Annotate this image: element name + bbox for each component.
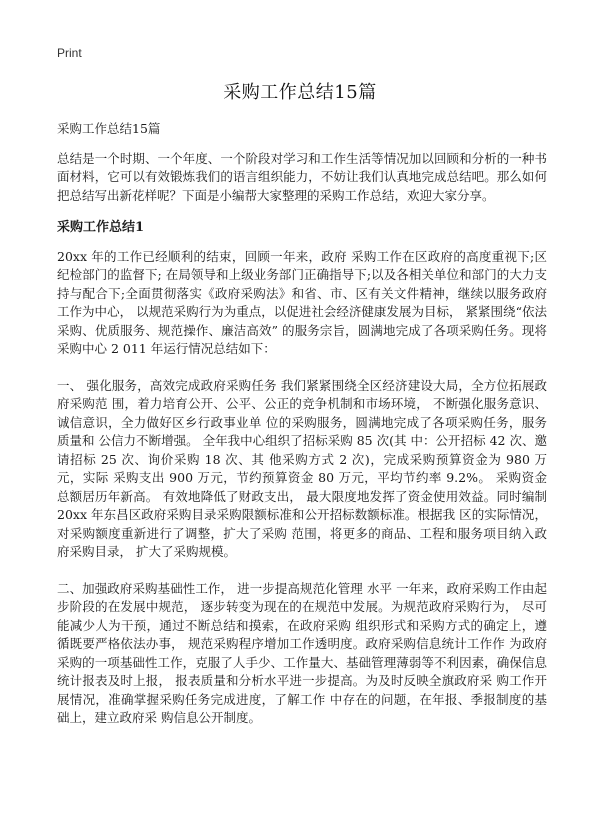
section-heading: 采购工作总结1 bbox=[57, 220, 145, 235]
print-label[interactable]: Print bbox=[57, 46, 82, 60]
body-paragraph-3: 二、加强政府采购基础性工作， 进一步提高规范化管理 水平 一年来，政府采购工作由起步阶段的在发展中规范， 逐步转变为现在的在规范中发展。为规范政府采购行为， 尽可能减少人为干预，通过不断总结和摸索，在政府采购 组织形式和采购方式的确定上，遵循既要严格依法办事， 规范采购程序增加工作透明度。政府采购信息统计工作作 为政府采购的一项基础性工作，克服了人手少、工作量大、基础管理薄弱等不利因素，确保信息统计报表及时上报， 报表质量和分析水平进一步提高。为及时反映全旗政府采 购工作开展情况，准确掌握采购任务完成进度，了解工作 中存在的问题，在年报、季报制度的基础上，建立政府采 购信息公开制度。 bbox=[57, 580, 547, 725]
document-body bbox=[57, 120, 547, 746]
body-paragraph-2: 一、 强化服务，高效完成政府采购任务 我们紧紧围绕全区经济建设大局，全方位拓展政府采购范 围，着力培育公开、公平、公正的竞争机制和市场环境， 不断强化服务意识、诚信意识，全力做好区乡行政事业单 位的采购服务，圆满地完成了各项采购任务，服务质量和 公信力不断增强。 全年我中心组织了招标采购 85 次(其 中：公开招标 42 次、邀请招标 25 次、询价采购 18 次、其 他采购方式 2 次)，完成采购预算资金为 980 万元，实际 采购支出 900 万元，节约预算资金 80 万元，平均节约率 9.2%。 采购资金 总额居历年新高。 有效地降低了财政支出， 最大限度地发挥了资金使用效益。同时编制 20xx 年东昌区政府采购目录采购限额标准和公开招标数额标准。根据我 区的实际情况，对采购额度重新进行了调整，扩大了采购 范围，将更多的商品、工程和服务项目纳入政府采购目录， 扩大了采购规模。 bbox=[57, 377, 547, 559]
intro-paragraph: 总结是一个时期、一个年度、一个阶段对学习和工作生活等情况加以回顾和分析的一种书面材料，它可以有效锻炼我们的语言组织能力，不妨让我们认真地完成总结吧。那么如何把总结写出新花样呢？下面是小编帮大家整理的采购工作总结，欢迎大家分享。 bbox=[57, 150, 547, 203]
page-title: 采购工作总结15篇 bbox=[223, 82, 377, 103]
body-paragraph-1: 20xx 年的工作已经顺利的结束，回顾一年来，政府 采购工作在区政府的高度重视下;区纪检部门的监督下; 在局领导和上级业务部门正确指导下;以及各相关单位和部门的大力支持与配合下;全面贯彻落实《政府采购法》和省、市、区有关文件精神，继续以服务政府工作为中心， 以规范采购行为为重点，以促进社会经济健康发展为目标， 紧紧围绕“依法采购、优质服务、规范操作、廉洁高效” 的服务宗旨，圆满地完成了各项采购任务。现将采购中心 2 011 年运行情况总结如下： bbox=[57, 248, 547, 356]
document-subtitle: 采购工作总结15篇 bbox=[57, 121, 161, 136]
